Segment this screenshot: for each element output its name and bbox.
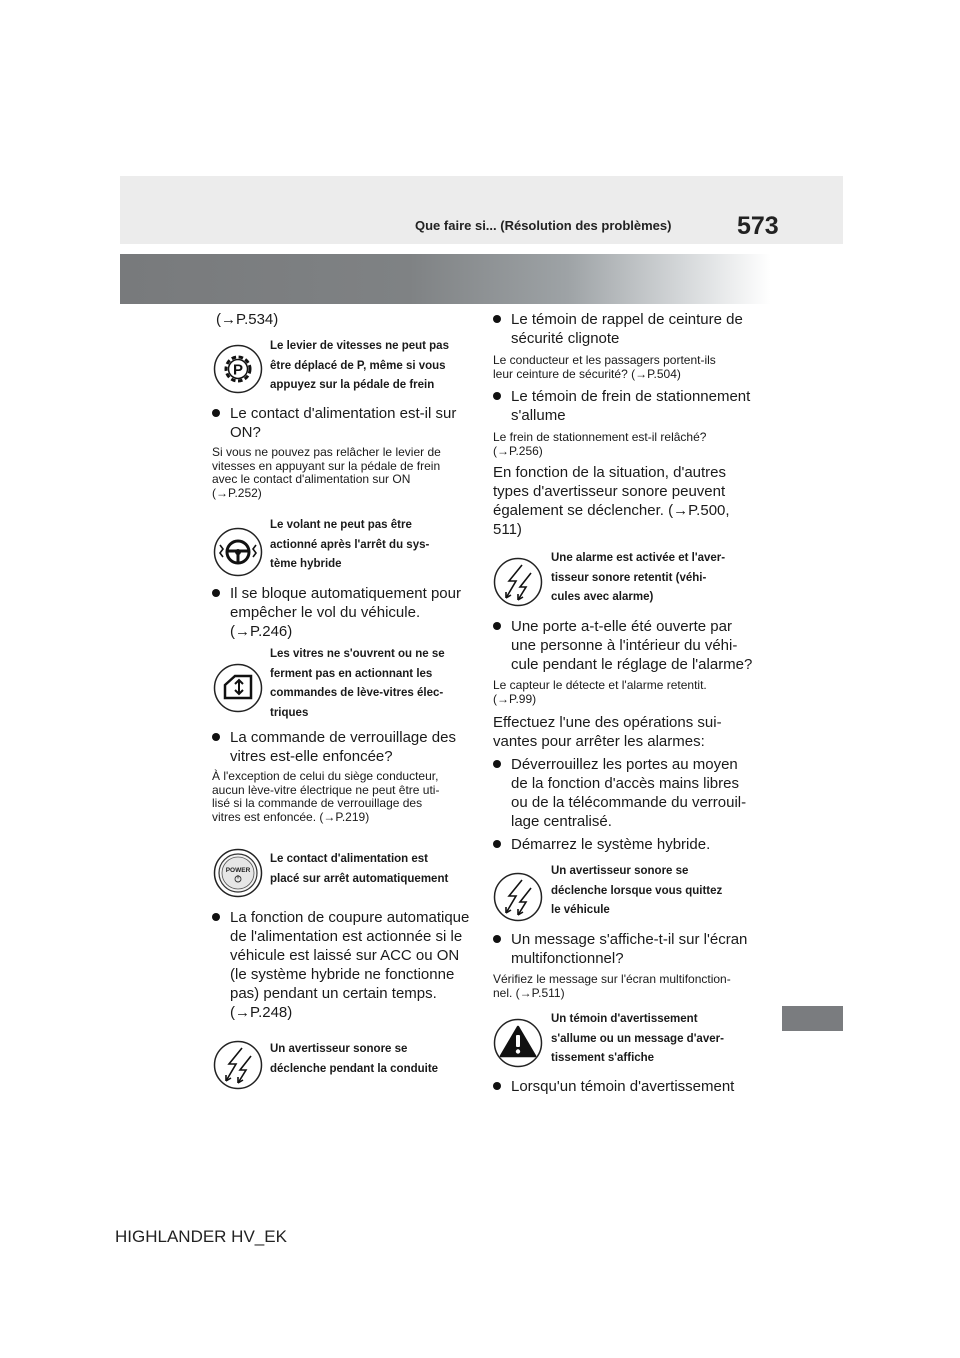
right-item1-caption: Une alarme est activée et l'aver- tisseur sonore retentit (véhi- cules avec alarme) (551, 552, 726, 603)
warning-triangle-icon (493, 1018, 543, 1068)
bullet-unlock-doors: Déverrouillez les portes au moyen de la fonction d'accès mains libres ou de la télécommande du verrouil- lage centralisé. (493, 755, 746, 831)
para-other-buzzers: En fonction de la situation, d'autres types d'avertisseur sonore peuvent également se déclencher. (→P.500, 511) (493, 464, 730, 538)
right-item2-caption: Un avertisseur sonore se déclenche lorsque vous quittez le véhicule (551, 865, 723, 916)
header-band (120, 176, 843, 244)
bullet-power-on: Le contact d'alimentation est-il sur ON? (212, 404, 456, 442)
power-window-icon (213, 663, 263, 713)
leave-vehicle-sound-icon (493, 872, 543, 922)
note-seatbelt: Le conducteur et les passagers portent-ils leur ceinture de sécurité? (→P.504) (493, 353, 716, 381)
item5-caption: Un avertisseur sonore se déclenche pendant la conduite (270, 1043, 439, 1075)
bullet-seatbelt: Le témoin de rappel de ceinture de sécurité clignote (493, 310, 743, 348)
bullet-window-lock: La commande de verrouillage des vitres est-elle enfoncée? (212, 728, 456, 766)
page-number: 573 (737, 212, 779, 240)
item2-caption: Le volant ne peut pas être actionné après l'arrêt du sys- tème hybride (270, 519, 430, 570)
power-label: POWER (225, 867, 251, 874)
power-button-icon (213, 848, 263, 898)
ref-top: (→P.534) (216, 311, 279, 328)
note-check-message: Vérifiez le message sur l'écran multifonction- nel. (→P.511) (493, 972, 731, 1000)
note-shift-lever: Si vous ne pouvez pas relâcher le levier de vitesses en appuyant sur la pédale de frein avec le contact d'alimentation sur ON (→P.252) (212, 445, 441, 500)
header-gradient-bar (120, 254, 843, 304)
note-parking-brake: Le frein de stationnement est-il relâché? (→P.256) (493, 430, 707, 458)
bullet-anti-theft: Il se bloque automatiquement pour empêcher le vol du véhicule. (→P.246) (212, 584, 461, 641)
right-item3-caption: Un témoin d'avertissement s'allume ou un message d'aver- tissement s'affiche (551, 1013, 724, 1064)
park-gear-icon (213, 344, 263, 394)
bullet-message-displayed: Un message s'affiche-t-il sur l'écran multifonctionnel? (493, 930, 747, 968)
bullet-warning-light: Lorsqu'un témoin d'avertissement (493, 1077, 734, 1096)
section-title: Que faire si... (Résolution des problèmes) (415, 218, 672, 233)
bullet-auto-off: La fonction de coupure automatique de l'alimentation est actionnée si le véhicule est laissé sur ACC ou ON (le système hybride ne fonctionne pas) pendant un certain temps. (→P.248) (212, 908, 469, 1022)
footer-model: HIGHLANDER HV_EK (115, 1227, 287, 1246)
item1-caption: Le levier de vitesses ne peut pas être déplacé de P, même si vous appuyez sur la pédale de frein (270, 340, 449, 391)
item3-caption: Les vitres ne s'ouvrent ou ne se ferment pas en actionnant les commandes de lève-vitres élec- triques (270, 648, 445, 719)
chapter-tab (782, 1006, 843, 1031)
buzzer-sound-icon (213, 1040, 263, 1090)
item4-caption: Le contact d'alimentation est placé sur arrêt automatiquement (270, 853, 449, 885)
bullet-start-hybrid: Démarrez le système hybride. (493, 835, 710, 854)
note-sensor: Le capteur le détecte et l'alarme retentit. (→P.99) (493, 678, 707, 706)
bullet-door-opened: Une porte a-t-elle été ouverte par une personne à l'intérieur du véhi- cule pendant le réglage de l'alarme? (493, 617, 752, 674)
alarm-sound-icon (493, 557, 543, 607)
svg-text:P: P (232, 361, 244, 379)
note-window-lock: À l'exception de celui du siège conducteur, aucun lève-vitre électrique ne peut être uti- lisé si la commande de verrouillage des vitres est enfoncée. (→P.219) (212, 769, 440, 824)
steering-wheel-icon (213, 527, 263, 577)
bullet-parking-brake: Le témoin de frein de stationnement s'allume (493, 387, 750, 425)
para-stop-alarms: Effectuez l'une des opérations sui- vantes pour arrêter les alarmes: (493, 714, 722, 750)
